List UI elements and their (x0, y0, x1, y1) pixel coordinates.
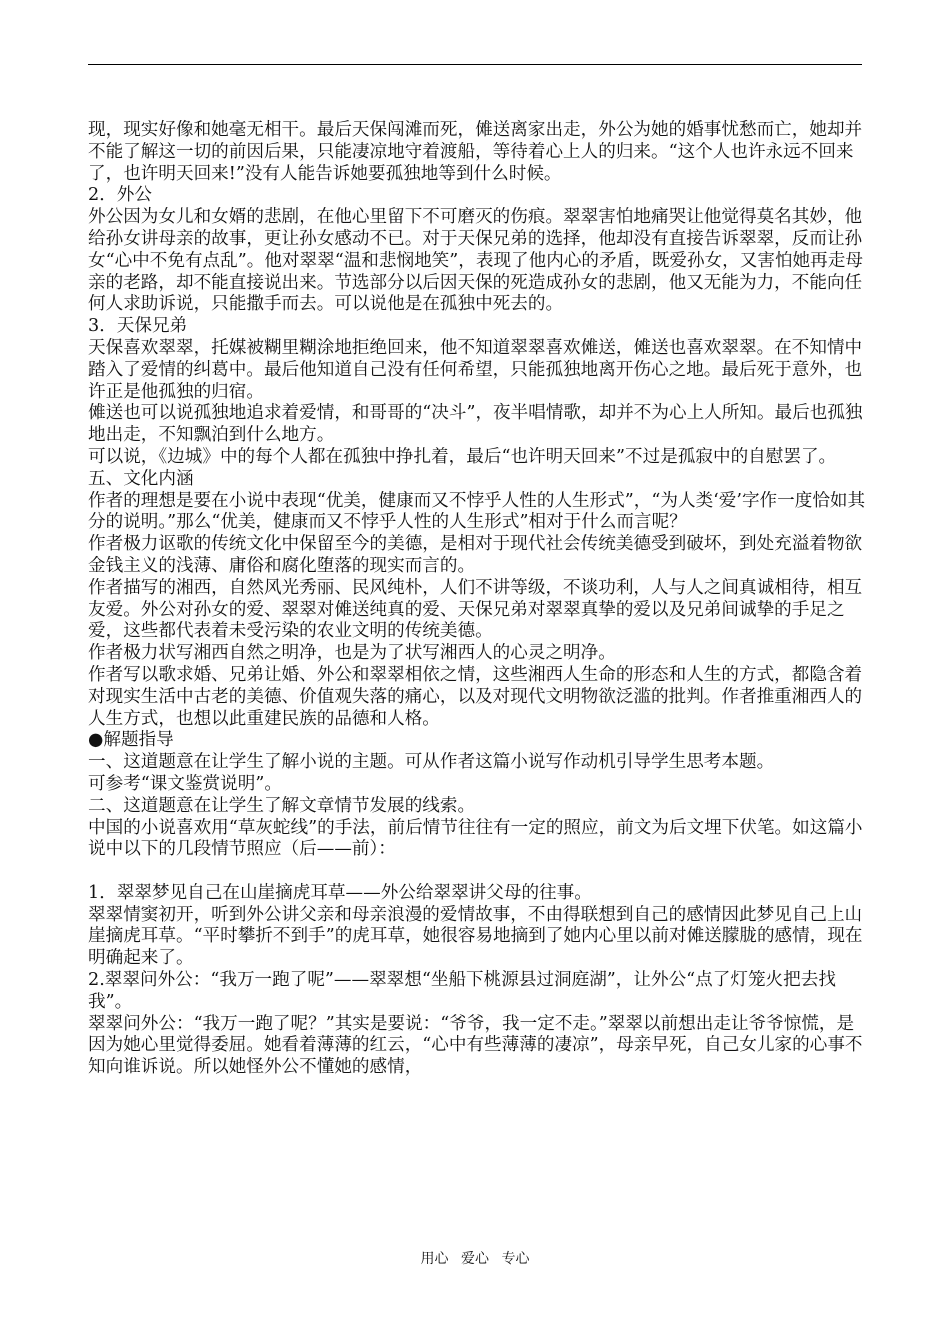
paragraph: 作者写以歌求婚、兄弟让婚、外公和翠翠相依之情，这些湘西人生命的形态和人生的方式，都隐含着对现实生活中古老的美德、价值观失落的痛心，以及对现代文明物欲泛滥的批判。作者推重湘西人的人生方式，也想以此重建民族的品德和人格。 (88, 664, 863, 729)
paragraph: 外公因为女儿和女婿的悲剧，在他心里留下不可磨灭的伤痕。翠翠害怕地痛哭让他觉得莫名其妙，他给孙女讲母亲的故事，更让孙女感动不已。对于天保兄弟的选择，他却没有直接告诉翠翠，反而让孙女“心中不免有点乱”。他对翠翠“温和悲悯地笑”，表现了他内心的矛盾，既爱孙女，又害怕她再走母亲的老路，却不能直接说出来。节选部分以后因天保的死造成孙女的悲剧，他又无能为力，不能向任何人求助诉说，只能撒手而去。可以说他是在孤独中死去的。 (88, 207, 863, 315)
paragraph: 中国的小说喜欢用“草灰蛇线”的手法，前后情节往往有一定的照应，前文为后文埋下伏笔。如这篇小说中以下的几段情节照应（后——前）： (88, 817, 863, 860)
paragraph: 翠翠情窦初开，听到外公讲父亲和母亲浪漫的爱情故事，不由得联想到自己的感情因此梦见自己上山崖摘虎耳草。“平时攀折不到手”的虎耳草，她很容易地摘到了她内心里以前对傩送朦胧的感情，现在明确起来了。 (88, 904, 863, 969)
paragraph: 1．翠翠梦见自己在山崖摘虎耳草——外公给翠翠讲父母的往事。 (88, 882, 592, 903)
paragraph: 一、这道题意在让学生了解小说的主题。可从作者这篇小说写作动机引导学生思考本题。 (88, 752, 775, 773)
paragraph: 作者极力状写湘西自然之明净，也是为了状写湘西人的心灵之明净。 (88, 643, 616, 664)
section-heading: 五、文化内涵 (88, 468, 194, 489)
blank-line (88, 861, 868, 883)
paragraph: 作者极力讴歌的传统文化中保留至今的美德，是相对于现代社会传统美德受到破坏，到处充溢着物欲金钱主义的浅薄、庸俗和腐化堕落的现实而言的。 (88, 534, 863, 576)
section-heading: ●解题指导 (88, 730, 174, 751)
paragraph: 可以说，《边城》中的每个人都在孤独中挣扎着，最后“也许明天回来”不过是孤寂中的自慰罢了。 (88, 446, 837, 467)
section-heading: 3．天保兄弟 (88, 316, 188, 337)
paragraph: 2.翠翠问外公：“我万一跑了呢”——翠翠想“坐船下桃源县过洞庭湖”，让外公“点了灯笼火把去找我”。 (88, 970, 836, 1012)
header-rule (88, 64, 862, 65)
paragraph: 作者描写的湘西，自然风光秀丽、民风纯朴，人们不讲等级，不谈功利，人与人之间真诚相待，相互友爱。外公对孙女的爱、翠翠对傩送纯真的爱、天保兄弟对翠翠真挚的爱以及兄弟间诚挚的手足之爱，这些都代表着未受污染的农业文明的传统美德。 (88, 577, 863, 642)
paragraph: 可参考“课文鉴赏说明”。 (88, 773, 282, 794)
paragraph: 傩送也可以说孤独地追求着爱情，和哥哥的“决斗”，夜半唱情歌，却并不为心上人所知。最后也孤独地出走，不知飘泊到什么地方。 (88, 403, 863, 446)
page-footer: 用心 爱心 专心 (420, 1251, 530, 1267)
paragraph: 现，现实好像和她毫无相干。最后天保闯滩而死，傩送离家出走，外公为她的婚事忧愁而亡，她却并不能了解这一切的前因后果，只能凄凉地守着渡船，等待着心上人的归来。“这个人也许永远不回来了，也许明天回来!”没有人能告诉她要孤独地等到什么时候。 (88, 120, 863, 184)
paragraph: 二、这道题意在让学生了解文章情节发展的线索。 (88, 795, 476, 816)
section-heading: 2．外公 (88, 185, 152, 206)
paragraph: 作者的理想是要在小说中表现“优美，健康而又不悖乎人性的人生形式”，“为人类‘爱’字作一度恰如其分的说明。”那么“优美，健康而又不悖乎人性的人生形式”相对于什么而言呢？ (88, 490, 866, 533)
paragraph: 翠翠问外公：“我万一跑了呢？”其实是要说：“爷爷，我一定不走。”翠翠以前想出走让爷爷惊慌，是因为她心里觉得委屈。她看着薄薄的红云，“心中有些薄薄的凄凉”，母亲早死，自己女儿家的心事不知向谁诉说。所以她怪外公不懂她的感情， (88, 1013, 863, 1078)
document-body (88, 120, 868, 1079)
paragraph: 天保喜欢翠翠，托媒被糊里糊涂地拒绝回来，他不知道翠翠喜欢傩送，傩送也喜欢翠翠。在不知情中踏入了爱情的纠葛中。最后他知道自己没有任何希望，只能孤独地离开伤心之地。最后死于意外，也许正是他孤独的归宿。 (88, 337, 863, 402)
